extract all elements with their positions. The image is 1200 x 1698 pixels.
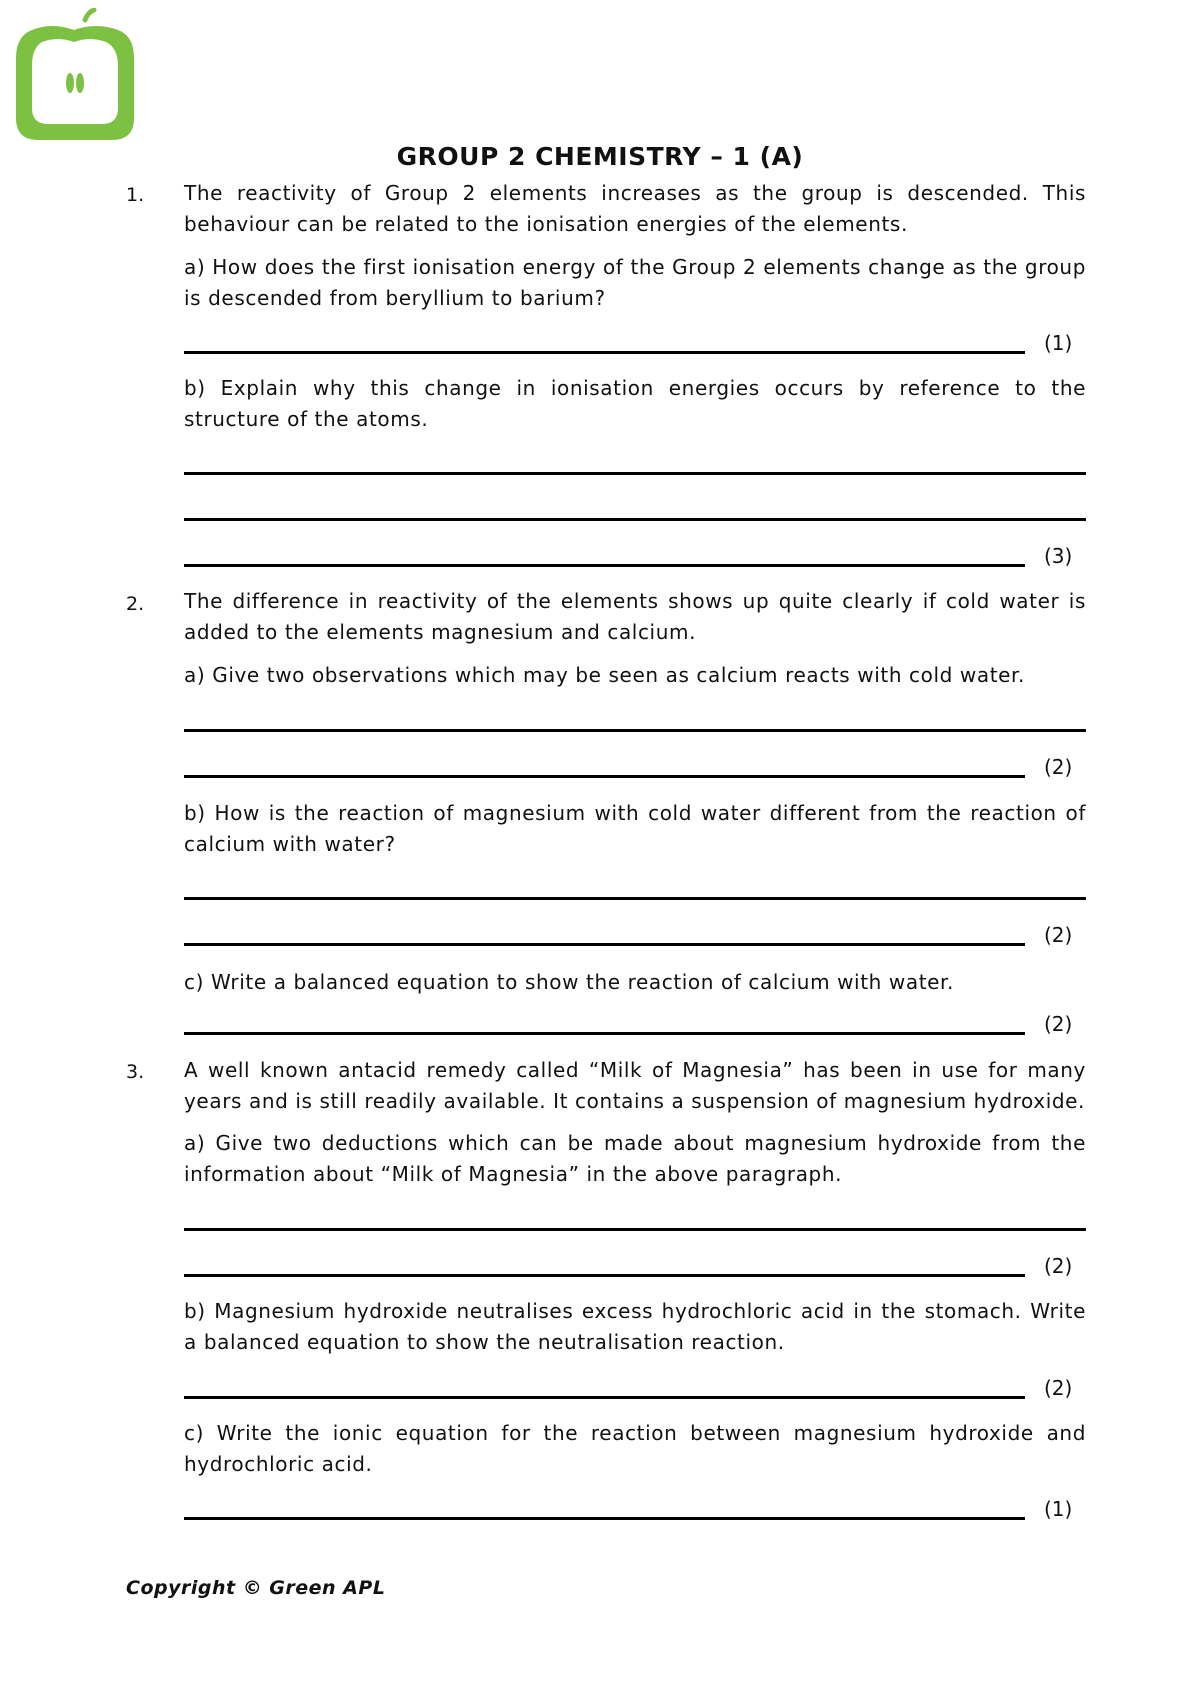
question-part-b: b) Explain why this change in ionisation energies occurs by reference to the structure of the atoms. <box>184 376 1086 431</box>
question-part-a: a) Give two deductions which can be made about magnesium hydroxide from the information about “Milk of Magnesia” in the above paragraph. <box>184 1131 1086 1186</box>
answer-line[interactable] <box>184 518 1086 521</box>
answer-line[interactable] <box>184 1228 1086 1231</box>
answer-line[interactable] <box>184 1396 1025 1399</box>
question-number: 2. <box>126 593 145 615</box>
answer-line[interactable] <box>184 351 1025 354</box>
mark-allocation: (2) <box>1044 923 1073 947</box>
answer-line[interactable] <box>184 775 1025 778</box>
answer-line[interactable] <box>184 564 1025 567</box>
mark-allocation: (2) <box>1044 1254 1073 1278</box>
apple-logo-icon <box>12 8 137 143</box>
answer-line[interactable] <box>184 729 1086 732</box>
question-number: 1. <box>126 184 145 206</box>
mark-allocation: (2) <box>1044 1376 1073 1400</box>
question-part-c: c) Write the ionic equation for the reaction between magnesium hydroxide and hydrochloric acid. <box>184 1421 1086 1476</box>
answer-line[interactable] <box>184 897 1086 900</box>
question-part-a: a) How does the first ionisation energy of the Group 2 elements change as the group is descended from beryllium to barium? <box>184 255 1086 310</box>
answer-line[interactable] <box>184 472 1086 475</box>
question-stem: A well known antacid remedy called “Milk of Magnesia” has been in use for many years and is still readily available. It contains a suspension of magnesium hydroxide. <box>184 1058 1086 1113</box>
question-part-b: b) How is the reaction of magnesium with cold water different from the reaction of calcium with water? <box>184 801 1086 856</box>
mark-allocation: (2) <box>1044 755 1073 779</box>
question-stem: The reactivity of Group 2 elements increases as the group is descended. This behaviour can be related to the ionisation energies of the elements. <box>184 181 1086 236</box>
question-part-c: c) Write a balanced equation to show the reaction of calcium with water. <box>184 970 954 994</box>
question-number: 3. <box>126 1061 145 1083</box>
question-stem: The difference in reactivity of the elements shows up quite clearly if cold water is added to the elements magnesium and calcium. <box>184 589 1086 644</box>
answer-line[interactable] <box>184 943 1025 946</box>
mark-allocation: (2) <box>1044 1012 1073 1036</box>
worksheet-title: GROUP 2 CHEMISTRY – 1 (A) <box>396 142 804 171</box>
answer-line[interactable] <box>184 1517 1025 1520</box>
mark-allocation: (1) <box>1044 331 1073 355</box>
answer-line[interactable] <box>184 1274 1025 1277</box>
question-part-a: a) Give two observations which may be seen as calcium reacts with cold water. <box>184 663 1025 687</box>
question-part-b: b) Magnesium hydroxide neutralises excess hydrochloric acid in the stomach. Write a balanced equation to show the neutralisation reaction. <box>184 1299 1086 1354</box>
copyright-notice: Copyright © Green APL <box>126 1577 386 1599</box>
mark-allocation: (3) <box>1044 544 1073 568</box>
answer-line[interactable] <box>184 1032 1025 1035</box>
mark-allocation: (1) <box>1044 1497 1073 1521</box>
